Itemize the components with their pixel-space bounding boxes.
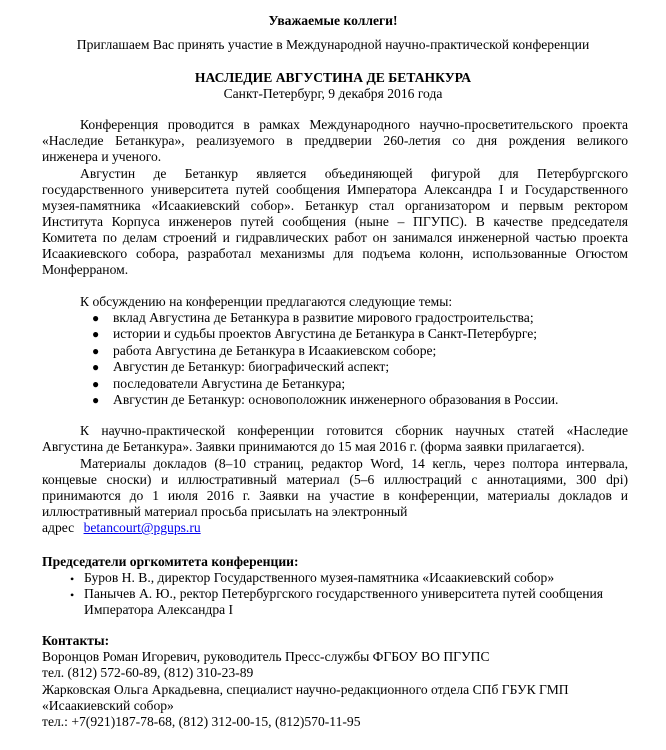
para4-line: Материалы докладов (8–10 страниц, редактор Word, 14 кегль, через полтора интервала,	[80, 456, 628, 471]
topic-item: Августин де Бетанкур: основоположник инженерного образования в России.	[113, 392, 559, 407]
bullet-icon: ●	[92, 360, 100, 374]
address-line	[42, 520, 628, 536]
para2-line: Монферраном.	[42, 262, 129, 277]
para2-line: Исаакиевского собора, разработал механизмы для подъема колонн, использованные Огюстом	[42, 246, 628, 261]
topic-item: работа Августина де Бетанкура в Исаакиевском соборе;	[113, 343, 437, 358]
topics-intro: К обсуждению на конференции предлагаются следующие темы:	[80, 294, 453, 309]
bullet-icon: ●	[92, 344, 100, 358]
bullet-icon: ●	[92, 327, 100, 341]
chair-item-cont: Императора Александра I	[84, 602, 234, 617]
para2-line: Института Корпуса инженеров путей сообщения (ныне – ПГУПС). В качестве председателя	[42, 214, 628, 229]
para4-line: принимаются до 1 июля 2016 г. Заявки на участие в конференции, материалы докладов и	[42, 488, 628, 503]
bullet-icon: •	[70, 572, 75, 586]
conference-title: НАСЛЕДИЕ АВГУСТИНА ДЕ БЕТАНКУРА	[194, 70, 472, 85]
address-label: адрес	[42, 520, 75, 535]
place-date: Санкт-Петербург, 9 декабря 2016 года	[223, 86, 443, 101]
chairs-heading: Председатели оргкомитета конференции:	[42, 554, 299, 569]
para2-line: музея-памятника «Исаакиевский собор». Бетанкур стал организатором и первым ректором	[42, 198, 628, 213]
topic-item: последователи Августина де Бетанкура;	[113, 376, 346, 391]
para3-line: К научно-практической конференции готовится сборник научных статей «Наследие	[80, 423, 628, 438]
contact-line: Воронцов Роман Игоревич, руководитель Пресс-службы ФГБОУ ВО ПГУПС	[42, 649, 490, 664]
bullet-icon: •	[70, 588, 75, 602]
bullet-icon: ●	[92, 377, 100, 391]
para2-line: государственного университета путей сообщения Императора Александра I и Государственного	[42, 182, 628, 197]
contact-line: тел.: +7(921)187-78-68, (812) 312-00-15, (812)570-11-95	[42, 714, 361, 729]
para1-line: инженера и ученого.	[42, 149, 162, 164]
topic-item: истории и судьбы проектов Августина де Бетанкура в Санкт-Петербурге;	[113, 326, 538, 341]
topic-item: Августин де Бетанкур: биографический аспект;	[113, 359, 390, 374]
para2-line: Августин де Бетанкур является объединяющей фигурой для Петербургского	[80, 166, 628, 181]
topic-item: вклад Августина де Бетанкура в развитие мирового градостроительства;	[113, 310, 534, 325]
contacts-heading: Контакты:	[42, 633, 110, 648]
greeting: Уважаемые коллеги!	[268, 13, 398, 28]
chair-item: Панычев А. Ю., ректор Петербургского государственного университета путей сообщения	[84, 586, 604, 601]
para1-line: Конференция проводится в рамках Международного научно-просветительского проекта	[80, 117, 628, 132]
chair-item: Буров Н. В., директор Государственного музея-памятника «Исаакиевский собор»	[84, 570, 555, 585]
contact-line: «Исаакиевский собор»	[42, 698, 174, 713]
para3-line: Августина де Бетанкура». Заявки принимаются до 15 мая 2016 г. (форма заявки прилагается).	[42, 439, 585, 454]
para4-line: концевые сноски) и иллюстративный материал (5–6 иллюстраций с аннотациями, 300 dpi)	[42, 472, 628, 487]
para4-line: иллюстративный материал просьба присылать на электронный	[42, 504, 408, 519]
email-link[interactable]: betancourt@pgups.ru	[83, 520, 201, 535]
para1-line: «Наследие Бетанкура», реализуемого в преддверии 260-летия со дня рождения великого	[42, 133, 628, 148]
para2-line: Комитета по делам строений и гидравлических работ он занимался инженерной частью проекта	[42, 230, 628, 245]
contact-line: тел. (812) 572-60-89, (812) 310-23-89	[42, 665, 254, 680]
invitation: Приглашаем Вас принять участие в Международной научно-практической конференции	[76, 37, 590, 52]
bullet-icon: ●	[92, 393, 100, 407]
bullet-icon: ●	[92, 311, 100, 325]
contact-line: Жарковская Ольга Аркадьевна, специалист научно-редакционного отдела СПб ГБУК ГМП	[42, 682, 569, 697]
